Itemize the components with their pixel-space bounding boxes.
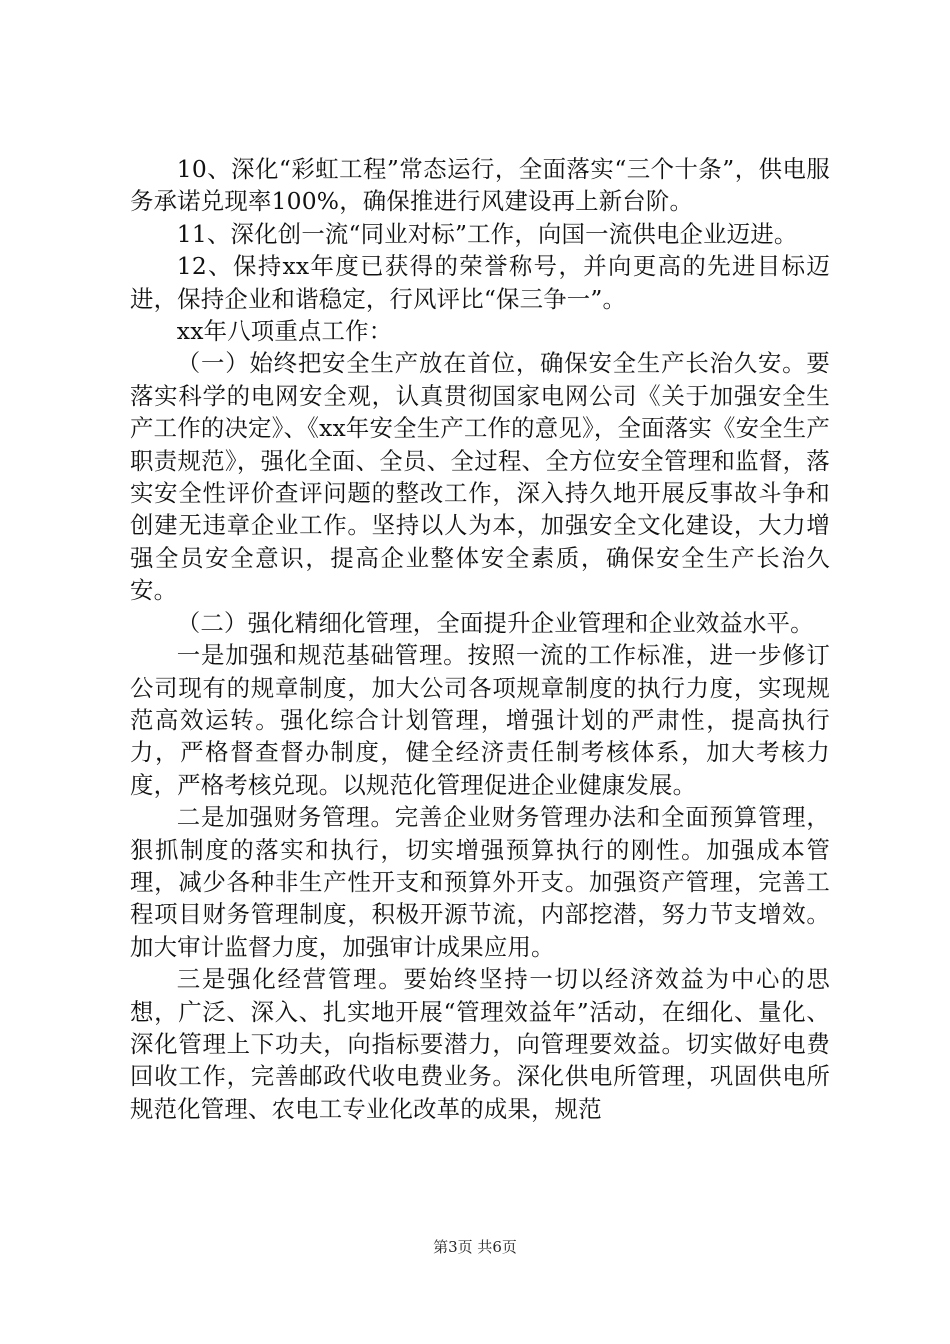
paragraph-finance-management: 二是加强财务管理。完善企业财务管理办法和全面预算管理，狠抓制度的落实和执行，切实增强预算执行的刚性。加强成本管理，减少各种非生产性开支和预算外开支。加强资产管理，完善工程项目财务管理制度，积极开源节流，内部挖潜，努力节支增效。加大审计监督力度，加强审计成果应用。 [130, 803, 830, 961]
paragraph-management-heading: （二）强化精细化管理，全面提升企业管理和企业效益水平。 [176, 608, 814, 637]
page-number-footer: 第3页 共6页 [433, 1238, 517, 1256]
paragraph-safety: （一）始终把安全生产放在首位，确保安全生产长治久安。要落实科学的电网安全观，认真贯彻国家电网公司《关于加强安全生产工作的决定》、《xx年安全生产工作的意见》，全面落实《安全生产职责规范》，强化全面、全员、全过程、全方位安全管理和监督，落实安全性评价查评问题的整改工作，深入持久地开展反事故斗争和创建无违章企业工作。坚持以人为本，加强安全文化建设，大力增强全员安全意识，提高企业整体安全素质，确保安全生产长治久安。 [130, 349, 830, 605]
section-heading: xx年八项重点工作： [176, 317, 393, 346]
paragraph-item-12: 12、保持xx年度已获得的荣誉称号，并向更高的先进目标迈进，保持企业和谐稳定，行风评比“保三争一”。 [130, 252, 830, 313]
paragraph-basic-management: 一是加强和规范基础管理。按照一流的工作标准，进一步修订公司现有的规章制度，加大公司各项规章制度的执行力度，实现规范高效运转。强化综合计划管理，增强计划的严肃性，提高执行力，严格督查督办制度，健全经济责任制考核体系，加大考核力度，严格考核兑现。以规范化管理促进企业健康发展。 [130, 641, 830, 799]
paragraph-operation-management: 三是强化经营管理。要始终坚持一切以经济效益为中心的思想，广泛、深入、扎实地开展“管理效益年”活动，在细化、量化、深化管理上下功夫，向指标要潜力，向管理要效益。切实做好电费回收工作，完善邮政代收电费业务。深化供电所管理，巩固供电所规范化管理、农电工专业化改革的成果，规范 [130, 965, 830, 1123]
paragraph-item-11: 11、深化创一流“同业对标”工作，向国一流供电企业迈进。 [176, 219, 798, 248]
document-body [130, 153, 830, 1125]
paragraph-item-10: 10、深化“彩虹工程”常态运行，全面落实“三个十条”，供电服务承诺兑现率100%，确保推进行风建设再上新台阶。 [130, 155, 830, 216]
